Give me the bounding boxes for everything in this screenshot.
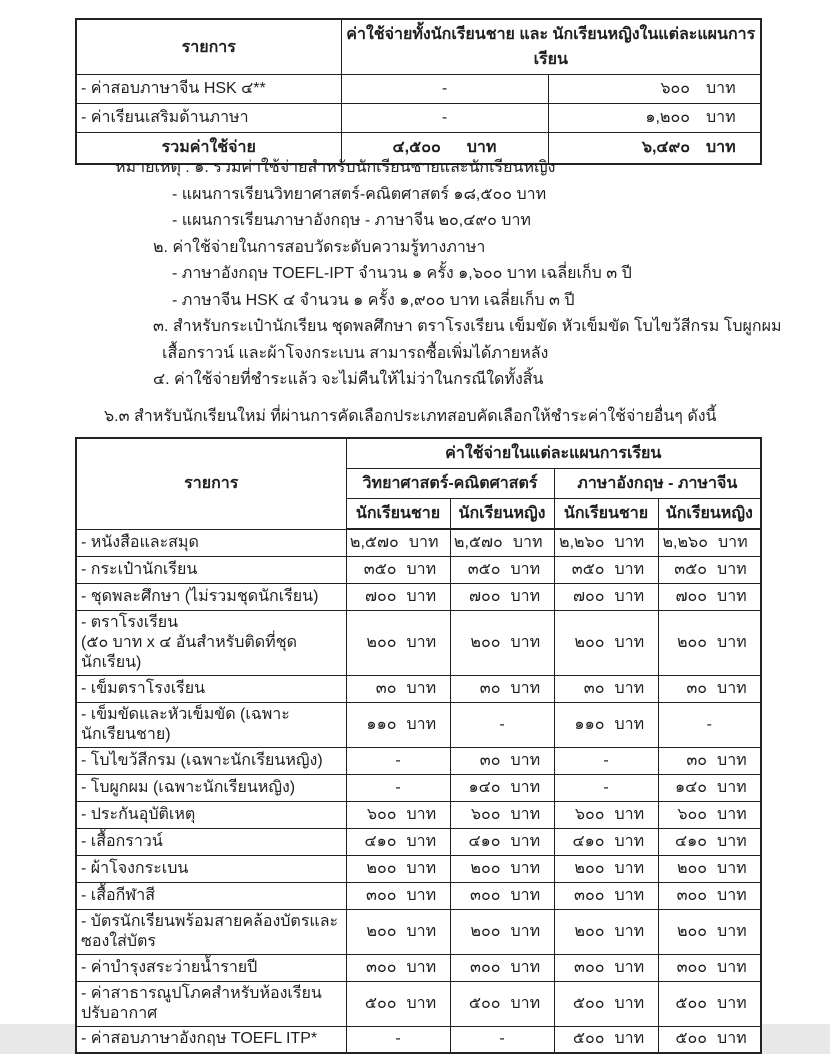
currency-unit: บาท xyxy=(717,886,747,904)
fee-amount: ๒๐๐ xyxy=(470,859,501,877)
fee-amount: ๖๐๐ xyxy=(366,805,397,823)
fee-item-label: - ค่าเรียนเสริมด้านภาษา xyxy=(76,104,341,133)
fees-header-row-1 xyxy=(76,438,761,469)
fee-amount-cell xyxy=(346,675,450,702)
note-line: - ภาษาจีน HSK ๔ จำนวน ๑ ครั้ง ๑,๙๐๐ บาท เฉลี่ยเก็บ ๓ ปี xyxy=(172,291,575,309)
fee-amount-cell xyxy=(554,981,658,1026)
fee-empty-cell: - xyxy=(450,702,554,747)
fee-amount-cell xyxy=(346,855,450,882)
table-row xyxy=(76,610,761,675)
currency-unit: บาท xyxy=(717,778,747,796)
fee-amount-cell xyxy=(658,747,761,774)
fee-item-label: - โบไขว้สีกรม (เฉพาะนักเรียนหญิง) xyxy=(76,747,346,774)
currency-unit: บาท xyxy=(510,751,541,769)
note-line: ๓. สำหรับกระเป๋านักเรียน ชุดพลศึกษา ตราโรงเรียน เข็มขัด หัวเข็มขัด โบไขว้สีกรม โบผูกผม xyxy=(153,318,782,335)
fee-amount-cell xyxy=(450,747,554,774)
fee-amount: ๓๐ xyxy=(479,679,501,697)
fee-item-label: - ค่าสอบภาษาจีน HSK ๔** xyxy=(76,75,341,104)
note-line: ๒. ค่าใช้จ่ายในการสอบวัดระดับความรู้ทางภาษา xyxy=(153,238,486,256)
fee-amount: ๓๐๐ xyxy=(470,886,501,904)
fee-amount-cell xyxy=(450,909,554,954)
fee-amount: ๒๐๐ xyxy=(470,922,501,940)
fee-amount: ๗๐๐ xyxy=(572,587,605,605)
currency-unit: บาท xyxy=(717,832,747,850)
fee-item-label: - ค่าบำรุงสระว่ายน้ำรายปี xyxy=(76,954,346,981)
currency-unit: บาท xyxy=(510,859,541,877)
column-header-cost: ค่าใช้จ่ายทั้งนักเรียนชาย และ นักเรียนหญิงในแต่ละแผนการเรียน xyxy=(341,19,761,75)
section-heading: ๖.๓ สำหรับนักเรียนใหม่ ที่ผ่านการคัดเลือกประเภทสอบคัดเลือกให้ชำระค่าใช้จ่ายอื่นๆ ดังนี้ xyxy=(104,408,717,425)
currency-unit: บาท xyxy=(510,805,541,823)
currency-unit: บาท xyxy=(717,994,747,1012)
fee-amount-cell xyxy=(658,774,761,801)
table-row xyxy=(76,954,761,981)
fee-empty-cell: - xyxy=(450,1026,554,1053)
fee-amount-cell xyxy=(554,529,658,556)
fee-amount-cell xyxy=(346,702,450,747)
fee-item-label: - บัตรนักเรียนพร้อมสายคล้องบัตรและ ซองใส่บัตร xyxy=(76,909,346,954)
currency-unit: บาท xyxy=(717,751,747,769)
fee-amount-cell xyxy=(450,774,554,801)
fee-amount: ๒๐๐ xyxy=(574,859,605,877)
fee-amount-cell xyxy=(450,556,554,583)
fee-amount-cell xyxy=(658,1026,761,1053)
fee-amount: ๒๐๐ xyxy=(676,859,708,877)
fee-amount: ๑๑๐ xyxy=(366,715,397,733)
note-line: เสื้อกราวน์ และผ้าโจงกระเบน สามารถซื้อเพิ่มได้ภายหลัง xyxy=(162,344,549,362)
table-row xyxy=(76,981,761,1026)
fee-amount: ๒,๒๖๐ xyxy=(662,533,708,551)
fee-item-label: - ค่าสอบภาษาอังกฤษ TOEFL ITP* xyxy=(76,1026,346,1053)
fee-amount: ๗๐๐ xyxy=(675,587,708,605)
fee-amount: ๕๐๐ xyxy=(572,1030,605,1048)
currency-unit: บาท xyxy=(614,715,645,733)
fee-amount-cell xyxy=(548,104,761,133)
fee-amount: ๖๐๐ xyxy=(660,80,691,97)
currency-unit: บาท xyxy=(706,138,736,156)
fee-amount-cell xyxy=(346,529,450,556)
fee-amount-cell xyxy=(346,954,450,981)
currency-unit: บาท xyxy=(717,533,748,551)
fee-amount: ๓๐๐ xyxy=(470,958,501,976)
fee-amount-cell xyxy=(658,882,761,909)
fee-amount-cell xyxy=(450,954,554,981)
currency-unit: บาท xyxy=(717,922,747,940)
column-header-male-1: นักเรียนชาย xyxy=(346,499,450,530)
fee-item-label: - ผ้าโจงกระเบน xyxy=(76,855,346,882)
currency-unit: บาท xyxy=(510,679,541,697)
fee-summary-table xyxy=(75,18,762,165)
fee-amount-cell xyxy=(658,583,761,610)
fee-amount: ๕๐๐ xyxy=(675,994,708,1012)
fee-amount-cell xyxy=(346,909,450,954)
currency-unit: บาท xyxy=(717,633,747,651)
fee-amount: ๓๕๐ xyxy=(467,560,501,578)
fee-amount: ๒๐๐ xyxy=(574,633,605,651)
fee-amount: ๖๐๐ xyxy=(677,805,708,823)
currency-unit: บาท xyxy=(717,958,747,976)
fee-amount: ๕๐๐ xyxy=(675,1030,708,1048)
column-header-cost-group: ค่าใช้จ่ายในแต่ละแผนการเรียน xyxy=(346,438,761,469)
fee-amount: ๔๑๐ xyxy=(675,832,708,850)
note-line: - แผนการเรียนวิทยาศาสตร์-คณิตศาสตร์ ๑๘,๕๐๐ บาท xyxy=(172,185,547,203)
fee-amount: ๕๐๐ xyxy=(364,994,397,1012)
currency-unit: บาท xyxy=(614,587,645,605)
fee-amount: ๕๐๐ xyxy=(468,994,501,1012)
table-row xyxy=(76,801,761,828)
fee-amount: ๓๕๐ xyxy=(363,560,397,578)
currency-unit: บาท xyxy=(510,958,541,976)
currency-unit: บาท xyxy=(717,1030,747,1048)
fee-amount-cell xyxy=(450,828,554,855)
currency-unit: บาท xyxy=(406,859,437,877)
fee-item-label: - กระเป๋านักเรียน xyxy=(76,556,346,583)
currency-unit: บาท xyxy=(406,715,437,733)
table-row xyxy=(76,855,761,882)
fee-amount: ๓๐ xyxy=(686,751,708,769)
fee-item-label: - ชุดพละศึกษา (ไม่รวมชุดนักเรียน) xyxy=(76,583,346,610)
fee-empty-cell: - xyxy=(346,774,450,801)
table-row xyxy=(76,747,761,774)
fee-amount: ๒๐๐ xyxy=(574,922,605,940)
fee-amount-cell xyxy=(450,882,554,909)
fee-amount-cell xyxy=(346,882,450,909)
fee-amount-cell xyxy=(658,801,761,828)
currency-unit: บาท xyxy=(510,587,541,605)
additional-fees-table xyxy=(75,437,762,1054)
currency-unit: บาท xyxy=(510,922,541,940)
fee-amount: ๓๐ xyxy=(686,679,708,697)
fee-empty-cell: - xyxy=(341,75,548,104)
fee-item-label: - เสื้อกีฬาสี xyxy=(76,882,346,909)
note-line: ๔. ค่าใช้จ่ายที่ชำระแล้ว จะไม่คืนให้ไม่ว่าในกรณีใดทั้งสิ้น xyxy=(153,371,544,388)
fee-amount-cell xyxy=(346,610,450,675)
currency-unit: บาท xyxy=(614,886,645,904)
currency-unit: บาท xyxy=(406,560,437,578)
fee-amount-cell xyxy=(658,529,761,556)
column-header-female-1: นักเรียนหญิง xyxy=(450,499,554,530)
fee-amount-cell xyxy=(450,610,554,675)
fee-amount: ๒๐๐ xyxy=(366,922,397,940)
total-label: รวมค่าใช้จ่าย xyxy=(76,133,341,164)
currency-unit: บาท xyxy=(510,560,541,578)
notes-block xyxy=(115,155,780,394)
fee-amount: ๓๐๐ xyxy=(366,886,397,904)
fee-amount-cell xyxy=(554,675,658,702)
fee-amount: ๔๑๐ xyxy=(572,832,605,850)
currency-unit: บาท xyxy=(510,886,541,904)
currency-unit: บาท xyxy=(406,805,437,823)
fee-empty-cell: - xyxy=(341,104,548,133)
fee-amount-cell xyxy=(658,675,761,702)
fee-amount: ๒๐๐ xyxy=(470,633,501,651)
fee-amount-cell xyxy=(450,855,554,882)
currency-unit: บาท xyxy=(614,633,645,651)
fee-amount: ๑๔๐ xyxy=(468,778,501,796)
fee-amount: ๗๐๐ xyxy=(364,587,397,605)
currency-unit: บาท xyxy=(614,859,645,877)
fee-amount: ๔๑๐ xyxy=(468,832,501,850)
column-header-female-2: นักเรียนหญิง xyxy=(658,499,761,530)
fee-amount-cell xyxy=(554,909,658,954)
fee-amount-cell xyxy=(450,583,554,610)
fee-amount: ๒๐๐ xyxy=(676,922,708,940)
fee-item-label: - เข็มขัดและหัวเข็มขัด (เฉพาะนักเรียนชาย) xyxy=(76,702,346,747)
fee-amount-cell xyxy=(450,529,554,556)
currency-unit: บาท xyxy=(614,994,645,1012)
table-row xyxy=(76,75,761,104)
currency-unit: บาท xyxy=(408,533,439,551)
currency-unit: บาท xyxy=(717,560,747,578)
fee-amount-cell xyxy=(658,855,761,882)
fee-amount: ๓๐๐ xyxy=(676,886,708,904)
table-row xyxy=(76,828,761,855)
fee-empty-cell: - xyxy=(346,747,450,774)
fee-amount: ๗๐๐ xyxy=(468,587,501,605)
currency-unit: บาท xyxy=(717,587,747,605)
fee-amount: ๓๐๐ xyxy=(366,958,397,976)
fee-amount-cell xyxy=(450,981,554,1026)
currency-unit: บาท xyxy=(510,832,541,850)
fee-amount-cell xyxy=(554,1026,658,1053)
fee-amount-cell xyxy=(554,828,658,855)
fee-empty-cell: - xyxy=(346,1026,450,1053)
fee-amount-cell xyxy=(450,675,554,702)
currency-unit: บาท xyxy=(510,778,541,796)
fee-amount-cell xyxy=(346,583,450,610)
fee-amount-cell xyxy=(346,828,450,855)
fee-amount-cell xyxy=(554,583,658,610)
fee-amount-cell xyxy=(346,801,450,828)
fee-amount: ๒,๕๗๐ xyxy=(349,533,399,551)
currency-unit: บาท xyxy=(510,994,541,1012)
fee-amount: ๕๐๐ xyxy=(572,994,605,1012)
currency-unit: บาท xyxy=(406,994,437,1012)
currency-unit: บาท xyxy=(706,80,736,97)
fee-amount: ๖๐๐ xyxy=(574,805,605,823)
currency-unit: บาท xyxy=(614,679,645,697)
fee-amount-cell xyxy=(658,610,761,675)
table-row xyxy=(76,1026,761,1053)
currency-unit: บาท xyxy=(466,138,497,156)
currency-unit: บาท xyxy=(614,922,645,940)
fee-amount: ๓๐ xyxy=(479,751,501,769)
fee-empty-cell: - xyxy=(658,702,761,747)
fee-amount-cell xyxy=(548,75,761,104)
table-row xyxy=(76,909,761,954)
fee-amount: ๒,๕๗๐ xyxy=(453,533,503,551)
fee-amount-cell xyxy=(658,981,761,1026)
fee-item-label: - ตราโรงเรียน (๕๐ บาท x ๔ อันสำหรับติดที่ชุดนักเรียน) xyxy=(76,610,346,675)
currency-unit: บาท xyxy=(406,832,437,850)
currency-unit: บาท xyxy=(717,859,747,877)
table-row xyxy=(76,556,761,583)
currency-unit: บาท xyxy=(614,533,645,551)
fee-amount-cell xyxy=(658,828,761,855)
table-row xyxy=(76,675,761,702)
column-header-male-2: นักเรียนชาย xyxy=(554,499,658,530)
fee-amount: ๒๐๐ xyxy=(366,859,397,877)
currency-unit: บาท xyxy=(614,1030,645,1048)
fee-amount: ๔๑๐ xyxy=(364,832,397,850)
table-row xyxy=(76,702,761,747)
column-header-plan-science: วิทยาศาสตร์-คณิตศาสตร์ xyxy=(346,469,554,499)
fee-amount-cell xyxy=(554,882,658,909)
currency-unit: บาท xyxy=(406,679,437,697)
currency-unit: บาท xyxy=(614,805,645,823)
currency-unit: บาท xyxy=(406,922,437,940)
currency-unit: บาท xyxy=(406,633,437,651)
currency-unit: บาท xyxy=(717,805,747,823)
fee-item-label: - โบผูกผม (เฉพาะนักเรียนหญิง) xyxy=(76,774,346,801)
fee-amount: ๑๔๐ xyxy=(675,778,708,796)
currency-unit: บาท xyxy=(510,633,541,651)
fee-amount-cell xyxy=(450,801,554,828)
fee-amount-cell xyxy=(554,610,658,675)
total-science-amount: ๔,๕๐๐ xyxy=(392,138,441,156)
column-header-plan-language: ภาษาอังกฤษ - ภาษาจีน xyxy=(554,469,761,499)
table-row xyxy=(76,774,761,801)
currency-unit: บาท xyxy=(512,533,543,551)
summary-header-row xyxy=(76,19,761,75)
fee-amount-cell xyxy=(554,855,658,882)
fee-amount: ๒๐๐ xyxy=(366,633,397,651)
table-row xyxy=(76,882,761,909)
currency-unit: บาท xyxy=(614,560,645,578)
column-header-item: รายการ xyxy=(76,438,346,529)
currency-unit: บาท xyxy=(614,958,645,976)
fee-amount-cell xyxy=(346,556,450,583)
fee-amount: ๒๐๐ xyxy=(676,633,708,651)
fee-item-label: - ประกันอุบัติเหตุ xyxy=(76,801,346,828)
fee-amount-cell xyxy=(554,954,658,981)
fee-amount: ๓๐ xyxy=(375,679,397,697)
currency-unit: บาท xyxy=(706,109,736,126)
fee-item-label: - หนังสือและสมุด xyxy=(76,529,346,556)
fee-amount: ๓๐๐ xyxy=(574,958,605,976)
fee-item-label: - เสื้อกราวน์ xyxy=(76,828,346,855)
currency-unit: บาท xyxy=(717,679,747,697)
table-row xyxy=(76,529,761,556)
table-row xyxy=(76,583,761,610)
fee-amount-cell xyxy=(554,702,658,747)
fee-amount: ๓๕๐ xyxy=(571,560,605,578)
fee-empty-cell: - xyxy=(554,774,658,801)
table-row xyxy=(76,104,761,133)
note-line: หมายเหตุ : ๑. รวมค่าใช้จ่ายสำหรับนักเรียนชายและนักเรียนหญิง xyxy=(115,159,556,176)
currency-unit: บาท xyxy=(614,832,645,850)
note-line: - ภาษาอังกฤษ TOEFL-IPT จำนวน ๑ ครั้ง ๑,๖๐๐ บาท เฉลี่ยเก็บ ๓ ปี xyxy=(172,265,632,282)
fee-amount-cell xyxy=(554,556,658,583)
fee-item-label: - เข็มตราโรงเรียน xyxy=(76,675,346,702)
column-header-item: รายการ xyxy=(76,19,341,75)
fee-amount: ๓๐ xyxy=(583,679,605,697)
fee-amount: ๓๕๐ xyxy=(674,560,708,578)
fee-amount-cell xyxy=(658,954,761,981)
fee-item-label: - ค่าสาธารณูปโภคสำหรับห้องเรียน ปรับอากาศ xyxy=(76,981,346,1026)
fee-amount: ๓๐๐ xyxy=(676,958,708,976)
fee-amount: ๑,๒๐๐ xyxy=(645,109,691,126)
currency-unit: บาท xyxy=(406,587,437,605)
fee-amount-cell xyxy=(554,801,658,828)
fee-empty-cell: - xyxy=(554,747,658,774)
currency-unit: บาท xyxy=(406,958,437,976)
note-line: - แผนการเรียนภาษาอังกฤษ - ภาษาจีน ๒๐,๔๙๐ บาท xyxy=(172,212,531,229)
total-language-amount: ๖,๔๙๐ xyxy=(641,138,691,156)
fee-amount: ๖๐๐ xyxy=(470,805,501,823)
fee-amount-cell xyxy=(658,556,761,583)
fee-amount: ๑๑๐ xyxy=(574,715,605,733)
currency-unit: บาท xyxy=(406,886,437,904)
fee-amount: ๓๐๐ xyxy=(574,886,605,904)
fee-amount: ๒,๒๖๐ xyxy=(559,533,605,551)
fee-amount-cell xyxy=(346,981,450,1026)
fee-amount-cell xyxy=(658,909,761,954)
